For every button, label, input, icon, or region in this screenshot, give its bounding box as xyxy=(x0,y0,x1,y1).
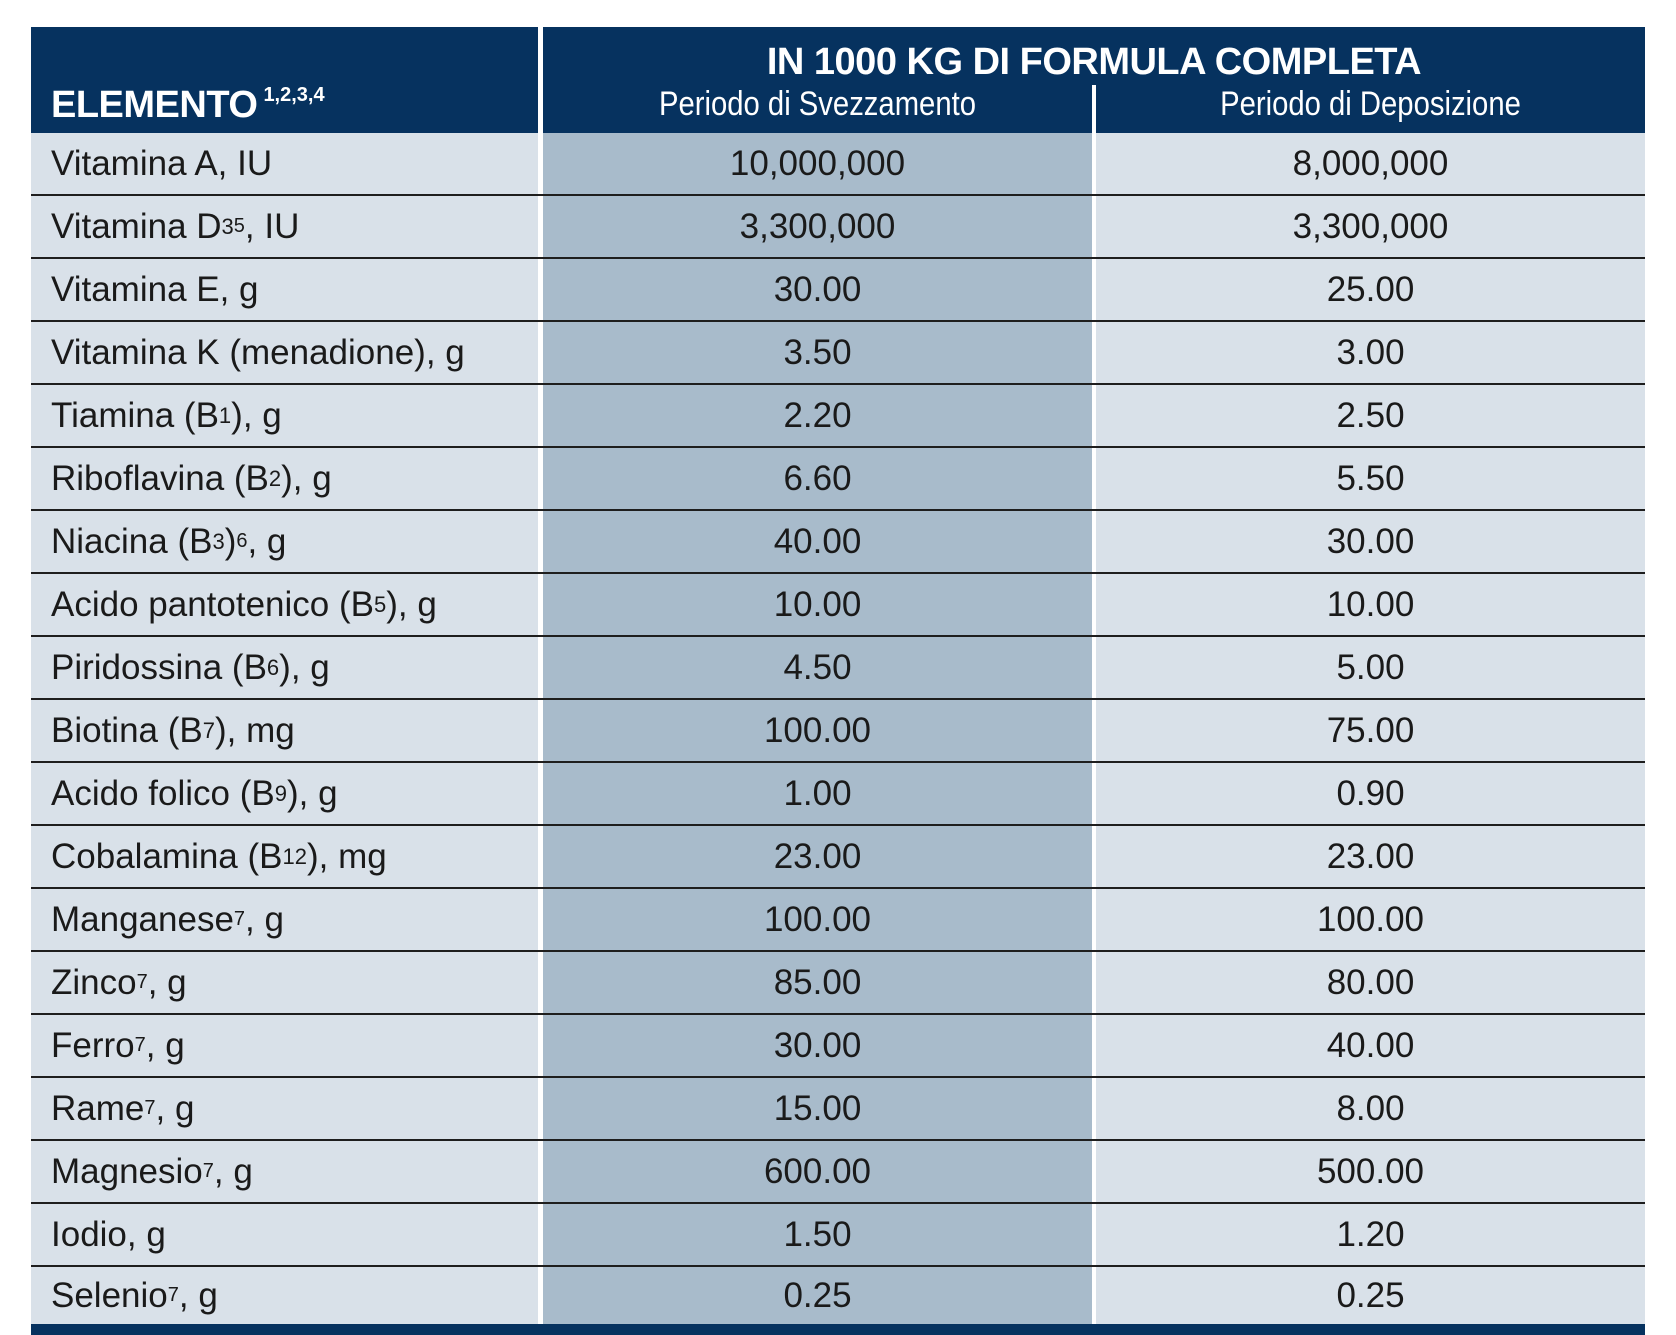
element-name-text: Tiamina (B xyxy=(51,395,219,435)
element-unit-text: , g xyxy=(178,1275,218,1315)
element-subscript: 9 xyxy=(274,780,287,806)
table-row xyxy=(31,763,1645,826)
element-name-text: Niacina (B xyxy=(51,521,213,561)
element-name-cell xyxy=(31,196,538,257)
element-subscript: 1 xyxy=(218,402,232,428)
element-subscript: 7 xyxy=(202,717,215,743)
element-subscript: 5 xyxy=(373,591,387,617)
element-name-text: Vitamina E, g xyxy=(51,269,259,309)
laying-value-cell: 5.50 xyxy=(1096,448,1645,509)
element-name-text: ), g xyxy=(231,395,282,435)
table-row xyxy=(31,1267,1645,1324)
weaning-value-cell: 2.20 xyxy=(543,385,1092,446)
weaning-value-cell: 1.00 xyxy=(543,763,1092,824)
weaning-value-cell: 100.00 xyxy=(543,700,1092,761)
element-subscript: 12 xyxy=(282,843,307,869)
table-row xyxy=(31,1078,1645,1141)
laying-value-cell: 100.00 xyxy=(1096,889,1645,950)
table-row xyxy=(31,196,1645,259)
element-name-cell xyxy=(31,637,538,698)
laying-value-cell: 5.00 xyxy=(1096,637,1645,698)
weaning-value-cell: 15.00 xyxy=(543,1078,1092,1139)
element-name-text: Vitamina A, IU xyxy=(51,143,273,183)
weaning-value-cell: 1.50 xyxy=(543,1204,1092,1265)
element-name-text: Biotina (B xyxy=(51,710,203,750)
element-name-text: ), g xyxy=(279,647,330,687)
table-row xyxy=(31,889,1645,952)
weaning-value-cell: 600.00 xyxy=(543,1141,1092,1202)
element-name-cell xyxy=(31,511,538,572)
element-footnote: 7 xyxy=(136,971,148,993)
weaning-value-cell: 4.50 xyxy=(543,637,1092,698)
table-row xyxy=(31,826,1645,889)
table-row xyxy=(31,385,1645,448)
laying-value-cell: 8.00 xyxy=(1096,1078,1645,1139)
weaning-period-header: Periodo di Svezzamento xyxy=(659,85,976,123)
header-subdivider xyxy=(1092,85,1096,133)
table-footer-bar xyxy=(31,1324,1645,1335)
element-name-text: Magnesio xyxy=(51,1151,203,1191)
laying-value-cell: 2.50 xyxy=(1096,385,1645,446)
laying-value-cell: 30.00 xyxy=(1096,511,1645,572)
element-name-text: Zinco xyxy=(51,962,137,1002)
laying-value-cell: 25.00 xyxy=(1096,259,1645,320)
laying-value-cell: 80.00 xyxy=(1096,952,1645,1013)
element-name-cell xyxy=(31,133,538,194)
table-row xyxy=(31,700,1645,763)
element-name-cell xyxy=(31,763,538,824)
element-name-text: ), mg xyxy=(215,710,295,750)
element-unit-text: , g xyxy=(247,521,287,561)
weaning-value-cell: 100.00 xyxy=(543,889,1092,950)
element-name-cell xyxy=(31,952,538,1013)
element-name-cell xyxy=(31,1267,538,1324)
main-header-title: IN 1000 KG DI FORMULA COMPLETA xyxy=(766,41,1422,83)
element-name-cell xyxy=(31,448,538,509)
weaning-value-cell: 3.50 xyxy=(543,322,1092,383)
table-row xyxy=(31,1015,1645,1078)
element-unit-text: , g xyxy=(245,899,284,939)
element-name-text: Acido folico (B xyxy=(51,773,275,813)
laying-value-cell: 0.90 xyxy=(1096,763,1645,824)
element-subscript: 3 xyxy=(221,213,234,239)
element-footnote-refs: 1,2,3,4 xyxy=(263,84,325,106)
laying-value-cell: 3,300,000 xyxy=(1096,196,1645,257)
table-row xyxy=(31,1141,1645,1204)
element-name-text: ), g xyxy=(386,584,437,624)
element-label: ELEMENTO xyxy=(51,84,258,126)
element-name-text: ), g xyxy=(281,458,332,498)
weaning-value-cell: 10.00 xyxy=(543,574,1092,635)
element-name-text: Vitamina D xyxy=(51,206,222,246)
table-row xyxy=(31,952,1645,1015)
element-subscript: 3 xyxy=(212,528,225,554)
weaning-value-cell: 3,300,000 xyxy=(543,196,1092,257)
laying-value-cell: 23.00 xyxy=(1096,826,1645,887)
element-unit-text: , g xyxy=(147,962,187,1002)
element-name-text: Rame xyxy=(51,1088,145,1128)
laying-value-cell: 75.00 xyxy=(1096,700,1645,761)
weaning-value-cell: 6.60 xyxy=(543,448,1092,509)
element-name-cell xyxy=(31,385,538,446)
element-name-text: ), mg xyxy=(306,836,387,876)
element-name-text: Acido pantotenico (B xyxy=(51,584,374,624)
element-footnote: 6 xyxy=(236,530,248,552)
laying-value-cell: 0.25 xyxy=(1096,1267,1645,1324)
element-unit-text: , g xyxy=(145,1025,185,1065)
weaning-value-cell: 0.25 xyxy=(543,1267,1092,1324)
nutrient-table xyxy=(31,27,1645,1335)
weaning-value-cell: 85.00 xyxy=(543,952,1092,1013)
element-name-text: Cobalamina (B xyxy=(51,836,283,876)
element-name-cell xyxy=(31,889,538,950)
element-name-cell xyxy=(31,1204,538,1265)
element-footnote: 5 xyxy=(233,215,245,237)
element-footnote: 7 xyxy=(144,1097,156,1119)
element-name-cell xyxy=(31,259,538,320)
element-name-text: ), g xyxy=(286,773,338,813)
element-column-header xyxy=(51,85,325,124)
element-footnote: 7 xyxy=(202,1160,214,1182)
element-name-text: Riboflavina (B xyxy=(51,458,269,498)
laying-value-cell: 3.00 xyxy=(1096,322,1645,383)
table-row xyxy=(31,511,1645,574)
element-name-text: Selenio xyxy=(51,1275,168,1315)
table-row xyxy=(31,133,1645,196)
element-name-text: Iodio, g xyxy=(51,1214,166,1254)
laying-value-cell: 10.00 xyxy=(1096,574,1645,635)
table-row xyxy=(31,322,1645,385)
element-footnote: 7 xyxy=(167,1284,179,1306)
laying-value-cell: 8,000,000 xyxy=(1096,133,1645,194)
element-name-text: Vitamina K (menadione), g xyxy=(51,332,465,372)
weaning-value-cell: 40.00 xyxy=(543,511,1092,572)
element-unit-text: , g xyxy=(213,1151,253,1191)
element-name-cell xyxy=(31,700,538,761)
table-row xyxy=(31,574,1645,637)
table-row xyxy=(31,637,1645,700)
table-row xyxy=(31,448,1645,511)
element-name-cell xyxy=(31,574,538,635)
table-row xyxy=(31,1204,1645,1267)
weaning-value-cell: 30.00 xyxy=(543,259,1092,320)
table-body xyxy=(31,133,1645,1324)
laying-period-header: Periodo di Deposizione xyxy=(1220,85,1521,123)
element-name-cell xyxy=(31,1015,538,1076)
weaning-value-cell: 23.00 xyxy=(543,826,1092,887)
table-row xyxy=(31,259,1645,322)
element-unit-text: , IU xyxy=(244,206,300,246)
element-name-cell xyxy=(31,322,538,383)
element-name-cell xyxy=(31,1141,538,1202)
laying-value-cell: 500.00 xyxy=(1096,1141,1645,1202)
element-footnote: 7 xyxy=(134,1034,146,1056)
element-name-text: ) xyxy=(224,521,237,561)
element-name-text: Ferro xyxy=(51,1025,135,1065)
element-name-cell xyxy=(31,826,538,887)
element-subscript: 2 xyxy=(268,465,282,491)
laying-value-cell: 1.20 xyxy=(1096,1204,1645,1265)
element-name-text: Piridossina (B xyxy=(51,647,267,687)
element-subscript: 6 xyxy=(266,654,280,680)
element-unit-text: , g xyxy=(155,1088,195,1128)
laying-value-cell: 40.00 xyxy=(1096,1015,1645,1076)
element-name-text: Manganese xyxy=(51,899,234,939)
element-footnote: 7 xyxy=(233,908,246,930)
table-header xyxy=(31,27,1645,133)
weaning-value-cell: 10,000,000 xyxy=(543,133,1092,194)
weaning-value-cell: 30.00 xyxy=(543,1015,1092,1076)
element-name-cell xyxy=(31,1078,538,1139)
